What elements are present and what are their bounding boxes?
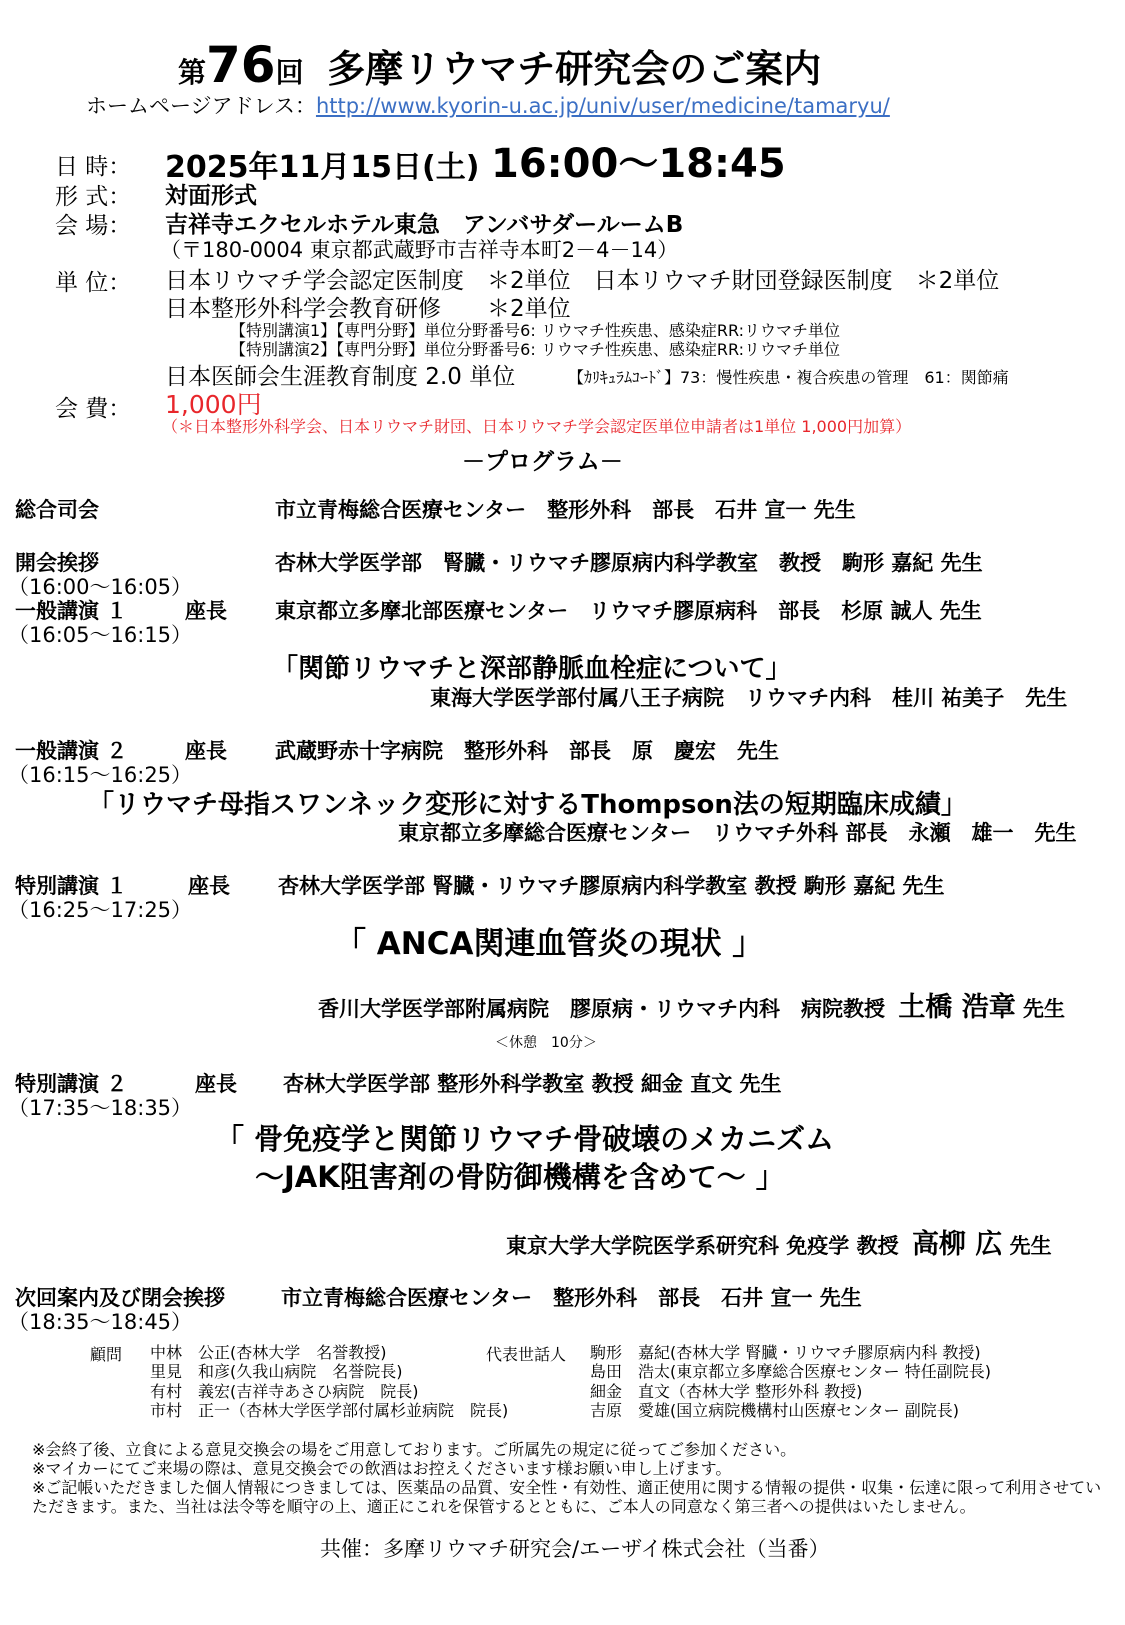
page-title <box>178 36 821 94</box>
general2-chair: 座長 <box>185 739 227 763</box>
jma-credit: 日本医師会生涯教育制度 2.0 単位 <box>165 364 516 390</box>
title-main: 多摩リウマチ研究会のご案内 <box>327 47 822 91</box>
note: ※会終了後、立食による意見交換会の場をご用意しております。ご所属先の規定に従ってご参加ください。 <box>32 1440 797 1459</box>
special2-chair: 座長 <box>195 1072 237 1096</box>
program-heading: －プログラム－ <box>462 449 623 475</box>
title-number: 76 <box>206 36 276 94</box>
special2-speaker-name: 高柳 広 <box>911 1229 1003 1260</box>
title-suffix: 回 <box>275 56 304 89</box>
moderator-person: 市立青梅総合医療センター 整形外科 部長 石井 宣一 先生 <box>275 498 856 522</box>
fee-label: 会 費： <box>55 396 132 422</box>
general1-topic: 「関節リウマチと深部静脈血栓症について」 <box>272 654 792 684</box>
closing-time: （18:35～18:45） <box>8 1310 193 1334</box>
advisor-name: 有村 義宏(吉祥寺あさひ病院 院長) <box>150 1382 419 1401</box>
advisors-label: 顧問 <box>90 1345 123 1364</box>
general2-chair-person: 武蔵野赤十字病院 整形外科 部長 原 慶宏 先生 <box>275 739 779 763</box>
fee: 1,000円 <box>165 390 262 419</box>
format: 対面形式 <box>165 183 257 209</box>
credit-line: 日本整形外科学会教育研修 ＊2単位 <box>165 296 571 322</box>
general1-chair-person: 東京都立多摩北部医療センター リウマチ膠原病科 部長 杉原 誠人 先生 <box>275 599 982 623</box>
representative-name: 駒形 嘉紀(杏林大学 腎臓・リウマチ膠原病内科 教授) <box>590 1343 981 1362</box>
general1-time: （16:05～16:15） <box>8 623 193 647</box>
special1-speaker-name: 土橋 浩章 <box>898 992 1016 1023</box>
general2-speaker: 東京都立多摩総合医療センター リウマチ外科 部長 永瀬 雄一 先生 <box>398 821 1077 845</box>
jma-code: 【ｶﾘｷｭﾗﾑｺｰﾄﾞ】73：慢性疾患・複合疾患の管理 61：関節痛 <box>568 368 1009 387</box>
special2-speaker <box>506 1222 1052 1261</box>
advisor-name: 市村 正一（杏林大学医学部付属杉並病院 院長) <box>150 1401 509 1420</box>
homepage-label: ホームページアドレス： <box>86 94 316 118</box>
special2-chair-person: 杏林大学医学部 整形外科学教室 教授 細金 直文 先生 <box>283 1072 782 1096</box>
special1-time: （16:25～17:25） <box>8 898 193 922</box>
credit-label: 単 位： <box>55 270 132 296</box>
special2-label: 特別講演 ２ <box>15 1072 128 1096</box>
advisor-name: 里見 和彦(久我山病院 名誉院長) <box>150 1362 403 1381</box>
address: （〒180-0004 東京都武蔵野市吉祥寺本町2－4－14） <box>160 238 679 262</box>
break: ＜休憩 10分＞ <box>495 1035 597 1051</box>
advisor-name: 中林 公正(杏林大学 名誉教授) <box>150 1343 387 1362</box>
special1-chair: 座長 <box>188 874 230 898</box>
representative-name: 細金 直文（杏林大学 整形外科 教授) <box>590 1382 863 1401</box>
note: ※マイカーにてご来場の際は、意見交換会での飲酒はお控えくださいます様お願い申し上げます。 <box>32 1459 732 1478</box>
opening-label: 開会挨拶 <box>15 551 99 575</box>
special1-topic: 「 ANCA関連血管炎の現状 」 <box>335 926 764 962</box>
general2-topic: 「リウマチ母指スワンネック変形に対するThompson法の短期臨床成績」 <box>88 790 967 820</box>
event-date <box>165 132 786 189</box>
date: 2025年11月15日(土) <box>165 150 480 185</box>
homepage-link[interactable]: http://www.kyorin-u.ac.jp/univ/user/medicine/tamaryu/ <box>315 94 890 118</box>
homepage <box>86 90 890 120</box>
representative-name: 吉原 愛雄(国立病院機構村山医療センター 副院長) <box>590 1401 959 1420</box>
credit-line: 日本リウマチ学会認定医制度 ＊2単位 日本リウマチ財団登録医制度 ＊2単位 <box>165 268 1000 294</box>
special2-speaker-affil: 東京大学大学院医学系研究科 免疫学 教授 <box>506 1234 899 1258</box>
fee-note: （＊日本整形外科学会、日本リウマチ財団、日本リウマチ学会認定医単位申請者は1単位 1,000円加算） <box>162 417 912 436</box>
moderator-label: 総合司会 <box>15 498 99 522</box>
special1-chair-person: 杏林大学医学部 腎臓・リウマチ膠原病内科学教室 教授 駒形 嘉紀 先生 <box>278 874 945 898</box>
time: 16:00～18:45 <box>491 141 786 187</box>
note: ※ご記帳いただきました個人情報につきましては、医薬品の品質、安全性・有効性、適正使用に関する情報の提供・収集・伝達に限って利用させてい <box>32 1478 1102 1497</box>
note: ただきます。また、当社は法令等を順守の上、適正にこれを保管するとともに、ご本人の同意なく第三者への提供はいたしません。 <box>32 1497 976 1516</box>
special1-label: 特別講演 １ <box>15 874 128 898</box>
date-label: 日 時： <box>55 154 132 180</box>
special2-topic-line2: ～JAK阻害剤の骨防御機構を含めて～ 」 <box>255 1160 785 1194</box>
opening-person: 杏林大学医学部 腎臓・リウマチ膠原病内科学教室 教授 駒形 嘉紀 先生 <box>275 551 983 575</box>
general2-label: 一般講演 ２ <box>15 739 128 763</box>
venue-label: 会 場： <box>55 213 132 239</box>
title-prefix: 第 <box>178 56 207 89</box>
general2-time: （16:15～16:25） <box>8 763 193 787</box>
credit-note: 【特別講演2】【専門分野】単位分野番号6: リウマチ性疾患、感染症RR:リウマチ単位 <box>230 340 840 359</box>
format-label: 形 式： <box>55 184 132 210</box>
closing-person: 市立青梅総合医療センター 整形外科 部長 石井 宣一 先生 <box>281 1286 862 1310</box>
special2-speaker-suffix: 先生 <box>1009 1234 1052 1258</box>
closing-label: 次回案内及び閉会挨拶 <box>15 1286 225 1310</box>
special2-topic-line1: 「 骨免疫学と関節リウマチ骨破壊のメカニズム <box>215 1122 835 1156</box>
representative-name: 島田 浩太(東京都立多摩総合医療センター 特任副院長) <box>590 1362 991 1381</box>
general1-label: 一般講演 １ <box>15 599 128 623</box>
special2-time: （17:35～18:35） <box>8 1096 193 1120</box>
general1-chair: 座長 <box>185 599 227 623</box>
credit-note: 【特別講演1】【専門分野】単位分野番号6: リウマチ性疾患、感染症RR:リウマチ単位 <box>230 321 840 340</box>
special1-speaker-affil: 香川大学医学部附属病院 膠原病・リウマチ内科 病院教授 <box>318 997 885 1021</box>
opening-time: （16:00～16:05） <box>8 575 193 599</box>
venue: 吉祥寺エクセルホテル東急 アンバサダールームB <box>165 212 684 238</box>
special1-speaker-suffix: 先生 <box>1023 997 1066 1021</box>
representatives-label: 代表世話人 <box>486 1345 567 1364</box>
sponsor: 共催：多摩リウマチ研究会/エーザイ株式会社（当番） <box>320 1537 830 1561</box>
general1-speaker: 東海大学医学部付属八王子病院 リウマチ内科 桂川 祐美子 先生 <box>430 686 1068 710</box>
special1-speaker <box>318 985 1065 1024</box>
